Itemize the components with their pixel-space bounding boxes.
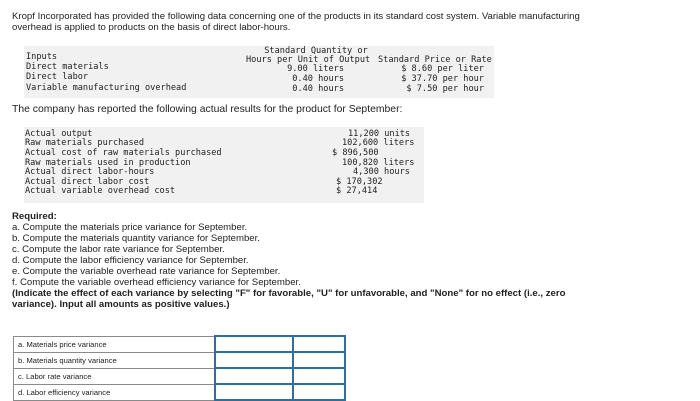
answer-row <box>14 336 346 352</box>
required-item-f: f. Compute the variable overhead efficiency variance for September. <box>12 277 301 288</box>
required-item-d: d. Compute the labor efficiency variance for September. <box>12 255 249 266</box>
answer-label-labor-efficiency: d. Labor efficiency variance <box>14 384 216 400</box>
answer-row <box>14 368 346 384</box>
actual-value-purchased: 102,600 liters <box>342 138 415 148</box>
required-title: Required: <box>12 211 57 222</box>
effect-select-materials-quantity[interactable] <box>293 352 345 368</box>
amount-input-labor-efficiency[interactable] <box>215 384 293 400</box>
actual-value-cost-purchased: $ 896,500 <box>332 148 379 158</box>
std-input-voh: Variable manufacturing overhead <box>26 83 187 93</box>
intro-line-2: overhead is applied to products on the basis of direct labor-hours. <box>12 22 291 33</box>
actual-label-output: Actual output <box>25 129 93 139</box>
std-price-materials: $ 8.60 per liter <box>401 64 484 74</box>
header-qty-line2: Hours per Unit of Output <box>246 55 371 65</box>
required-item-c: c. Compute the labor rate variance for September. <box>12 244 225 255</box>
effect-select-labor-rate[interactable] <box>293 368 345 384</box>
std-qty-materials: 9.00 liters <box>287 64 344 74</box>
std-price-labor: $ 37.70 per hour <box>401 74 484 84</box>
standards-table <box>24 46 494 98</box>
required-note-line-2: variance). Input all amounts as positive values.) <box>12 299 230 310</box>
answer-row <box>14 352 346 368</box>
actual-label-voh-cost: Actual variable overhead cost <box>25 186 176 196</box>
required-item-a: a. Compute the materials price variance for September. <box>12 222 248 233</box>
header-qty-line1: Standard Quantity or <box>264 46 368 56</box>
actual-label-dl-cost: Actual direct labor cost <box>25 177 150 187</box>
amount-input-materials-price[interactable] <box>215 336 293 352</box>
actual-label-dlh: Actual direct labor-hours <box>25 167 155 177</box>
std-input-materials: Direct materials <box>26 62 109 72</box>
actual-value-used: 100,820 liters <box>342 158 415 168</box>
std-price-voh: $ 7.50 per hour <box>406 84 484 94</box>
answer-label-labor-rate: c. Labor rate variance <box>14 368 216 384</box>
actual-value-dl-cost: $ 170,302 <box>336 177 383 187</box>
required-item-e: e. Compute the variable overhead rate variance for September. <box>12 266 281 277</box>
answer-label-materials-price: a. Materials price variance <box>14 336 216 352</box>
effect-select-materials-price[interactable] <box>293 336 345 352</box>
intro-paragraph <box>12 11 672 33</box>
actual-value-output: 11,200 units <box>348 129 411 139</box>
actual-label-cost-purchased: Actual cost of raw materials purchased <box>25 148 222 158</box>
required-section <box>12 211 692 310</box>
header-inputs: Inputs <box>26 52 58 62</box>
amount-input-labor-rate[interactable] <box>215 368 293 384</box>
intro-line-1: Kropf Incorporated has provided the following data concerning one of the products in its standard cost system. Variable manufacturing <box>12 11 580 22</box>
amount-input-materials-quantity[interactable] <box>215 352 293 368</box>
std-qty-voh: 0.40 hours <box>292 84 344 94</box>
required-item-b: b. Compute the materials quantity variance for September. <box>12 233 260 244</box>
actual-results-table <box>24 127 424 203</box>
std-input-labor: Direct labor <box>26 72 89 82</box>
answer-label-materials-quantity: b. Materials quantity variance <box>14 352 216 368</box>
actual-label-used: Raw materials used in production <box>25 158 191 168</box>
answer-table <box>13 335 346 401</box>
answer-row <box>14 384 346 400</box>
effect-select-labor-efficiency[interactable] <box>293 384 345 400</box>
actual-value-voh-cost: $ 27,414 <box>336 186 378 196</box>
actual-value-dlh: 4,300 hours <box>353 167 410 177</box>
std-qty-labor: 0.40 hours <box>292 74 344 84</box>
required-note-line-1: (Indicate the effect of each variance by selecting "F" for favorable, "U" for unfavorable, and "None" for no effect (i.e., zero <box>12 288 566 299</box>
actual-label-purchased: Raw materials purchased <box>25 138 144 148</box>
header-price: Standard Price or Rate <box>378 55 492 65</box>
results-intro: The company has reported the following actual results for the product for September: <box>12 104 403 115</box>
